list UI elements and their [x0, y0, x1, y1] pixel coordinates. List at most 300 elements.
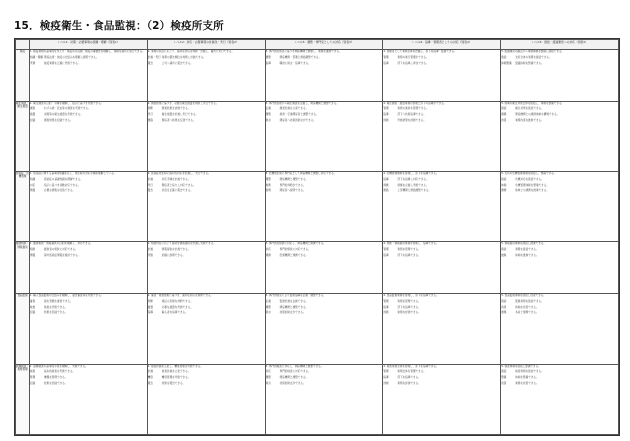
competency-table — [15, 39, 619, 435]
item-label: 調整 — [265, 177, 271, 181]
item-text: 危機管理体制を整備できる。 — [515, 183, 549, 187]
table-cell — [383, 50, 501, 102]
column-header: レベル5：統括・組織運営への対応（別表5） — [501, 40, 619, 50]
item-text: 監視計画を企画できる。 — [279, 299, 309, 303]
item-label: 計画 — [147, 248, 153, 252]
cell-heading: 5. 支所の危機管理体制を統括し、整備できる。 — [501, 172, 557, 176]
item-label: 管理 — [383, 370, 389, 374]
cell-item — [501, 113, 618, 116]
item-label: 整備 — [501, 376, 507, 380]
cell-item — [501, 107, 618, 110]
item-text: 調査計画を立案できる。 — [279, 107, 309, 111]
cell-item — [266, 300, 383, 303]
cell-item — [501, 382, 618, 385]
item-label: 実行 — [147, 113, 153, 117]
item-label: 企画 — [265, 107, 271, 111]
cell-item — [30, 119, 147, 122]
cell-heading: 5. 検査体制を統括し整備できる。 — [501, 364, 541, 368]
cell-item — [501, 189, 618, 192]
item-label: 記録 — [30, 381, 36, 385]
table-cell — [265, 242, 383, 294]
table-cell — [265, 172, 383, 242]
item-text: 監視業務を統括できる。 — [515, 299, 544, 303]
table-cell — [147, 294, 265, 364]
item-label: 指導 — [383, 113, 389, 117]
item-label: 審査 — [30, 299, 36, 303]
cell-item — [30, 178, 147, 181]
item-text: 業務の進捗を管理できる。 — [397, 107, 429, 111]
item-text: 組織体制を整備できる。 — [515, 61, 544, 65]
item-label: 知識・理解 — [30, 55, 43, 59]
item-label: 評価 — [383, 119, 389, 122]
column-header: レベル2：対応・必要事項の計画化・実行（別表2） — [147, 40, 265, 50]
cell-item — [148, 56, 265, 59]
cell-item — [148, 370, 265, 373]
item-text: 専門的検査に対応できる。 — [279, 370, 311, 374]
item-text: 必要な情報を収集できる。 — [44, 189, 76, 193]
item-text: 技術的助言ができる。 — [279, 311, 306, 315]
item-text: 業務を統括できる。 — [515, 248, 539, 252]
cell-item — [148, 254, 265, 257]
item-label: 指揮 — [383, 177, 389, 181]
item-label: 判断 — [265, 183, 271, 187]
cell-heading: 2. 調査結果に基づき、必要な衛生措置を判断し実行できる。 — [147, 101, 219, 105]
header-area-cell — [16, 40, 30, 50]
cell-item — [148, 311, 265, 314]
item-label: 調査 — [30, 107, 36, 111]
cell-item — [266, 178, 383, 181]
cell-heading: 1. 輸入食品監視の仕組みを理解し、届出審査等を実施できる。 — [30, 294, 104, 298]
cell-item — [148, 248, 265, 251]
table-cell — [383, 172, 501, 242]
item-label: 指導 — [383, 61, 389, 65]
item-text: 衛生措置を計画し実行できる。 — [161, 113, 199, 117]
table-header-row — [16, 40, 619, 50]
item-label: 連携 — [265, 254, 271, 258]
cell-item — [383, 113, 500, 116]
cell-item — [148, 189, 265, 192]
cell-item — [501, 306, 618, 309]
item-label: 指導 — [383, 376, 389, 380]
item-text: 業務の優先順位を判断し計画できる。 — [161, 55, 206, 59]
item-label: 推進 — [501, 254, 507, 258]
cell-item — [501, 119, 618, 122]
row-area-label: 試験検査・業務管理 — [16, 364, 30, 434]
cell-item — [501, 56, 618, 59]
cell-item — [383, 178, 500, 181]
cell-item — [30, 300, 147, 303]
item-text: 機器を管理できる。 — [44, 376, 68, 380]
cell-heading: 2. 業務の状況に応じて、適切な対応を判断・計画し、確実に実行できる。 — [147, 50, 235, 53]
cell-item — [501, 300, 618, 303]
table-cell — [265, 50, 383, 102]
item-label: 管理 — [383, 248, 389, 252]
item-text: 指示に基づき初動対応できる。 — [44, 183, 81, 187]
item-label: 指導 — [147, 311, 153, 315]
table-body — [16, 50, 619, 435]
table-cell — [501, 364, 619, 434]
cell-item — [383, 248, 500, 251]
item-text: 部下を指揮し対応できる。 — [397, 177, 429, 181]
item-label: 管理 — [30, 376, 36, 380]
cell-item — [501, 376, 618, 379]
cell-heading: 1. 検疫業務の基本的な考え方・検疫所の役割・検疫の重要性を理解し、業務を適切に遂行できる。 — [30, 50, 145, 53]
cell-item — [383, 184, 500, 187]
cell-item — [266, 311, 383, 314]
cell-heading: 3. 専門的な相談に対応し、関係機関と連携できる。 — [265, 242, 326, 246]
item-text: 関係機関との連携体制を構築できる。 — [515, 113, 560, 117]
cell-item — [383, 62, 500, 65]
item-label: 指導 — [383, 254, 389, 258]
item-label: 報告 — [147, 61, 153, 65]
item-label: 実行 — [147, 183, 153, 187]
table-cell — [383, 242, 501, 294]
cell-item — [266, 56, 383, 59]
cell-item — [30, 56, 147, 59]
item-label: 管理 — [383, 299, 389, 303]
cell-item — [501, 184, 618, 187]
item-label: 対応 — [265, 370, 271, 374]
cell-heading: 3. 専門的見地から衛生調査を企画し、関係機関と調整できる。 — [265, 101, 339, 105]
item-label: 精度 — [147, 376, 153, 380]
item-text: 訓練を企画し実施できる。 — [397, 183, 429, 187]
item-label: 体制整備 — [501, 61, 512, 65]
cell-heading: 4. 相談・情報提供業務を管理し、指導できる。 — [383, 242, 439, 246]
cell-heading: 1. 健康相談・情報提供の目的を理解し、対応できる。 — [30, 242, 93, 246]
row-area-label: 衛生調査・衛生措置 — [16, 101, 30, 171]
item-text: 海外感染症情報を提供できる。 — [44, 254, 81, 258]
table-cell — [383, 294, 501, 364]
cell-heading: 1. 衛生調査の目的・手順を理解し、指示に基づき実施できる。 — [30, 101, 104, 105]
item-text: 状況を正確に報告できる。 — [161, 189, 193, 193]
cell-heading: 1. 試験検査の基本的手技を理解し、実施できる。 — [30, 364, 88, 368]
item-text: 調査結果を記録できる。 — [44, 119, 73, 122]
item-text: 上司へ適切に報告できる。 — [161, 61, 193, 65]
item-label: 計画 — [147, 370, 153, 374]
item-label: 統括 — [501, 107, 507, 111]
item-text: 基本的検査を実施できる。 — [44, 370, 76, 374]
item-text: 技術的助言ができる。 — [279, 381, 306, 385]
item-label: 連携 — [501, 311, 507, 315]
table-cell — [30, 101, 148, 171]
item-text: 部下へ技術指導できる。 — [397, 113, 426, 117]
item-text: 検疫業務を正確に実施できる。 — [44, 61, 81, 65]
column-header: レベル1：初期・必要事項の認識・理解（別表1） — [30, 40, 148, 50]
item-label: 管理 — [383, 107, 389, 111]
item-text: 関係者へ説明できる。 — [279, 189, 306, 193]
table-cell — [147, 364, 265, 434]
cell-item — [30, 382, 147, 385]
item-label: 実施 — [147, 254, 153, 258]
item-text: 衛生対策を統括できる。 — [515, 107, 544, 111]
competency-table-frame — [14, 38, 620, 436]
item-text: 輸入者を指導できる。 — [161, 311, 188, 315]
item-text: 上部機関と連絡調整できる。 — [397, 189, 432, 193]
cell-heading: 2. 相談内容に応じて適切な情報提供を計画し実施できる。 — [147, 242, 216, 246]
item-text: 対応手順を計画できる。 — [161, 177, 191, 181]
item-text: 渡航者の相談に対応できる。 — [44, 248, 78, 252]
item-label: 措置 — [147, 305, 153, 309]
cell-heading: 2. 感染症発生時に適切な対応を計画し、実行できる。 — [147, 172, 211, 176]
cell-heading: 4. 食品監視業務を管理し、部下を指導できる。 — [383, 294, 439, 298]
item-text: 業務を管理できる。 — [397, 299, 421, 303]
item-label: 統括 — [501, 370, 507, 374]
item-text: 感染症の基礎知識を理解できる。 — [44, 177, 83, 181]
cell-heading: 3. 専門的検査に対応し、関係機関と調整できる。 — [265, 364, 324, 368]
item-label: 助言 — [265, 119, 271, 122]
cell-heading: 2. 検査計画を立案し、精度管理を実施できる。 — [147, 364, 203, 368]
item-label: 検査 — [30, 305, 36, 309]
cell-item — [30, 62, 147, 65]
item-label: 助言 — [265, 381, 271, 385]
item-label: 調整 — [265, 55, 271, 59]
cell-item — [383, 300, 500, 303]
cell-item — [383, 189, 500, 192]
item-text: 検査を実施できる。 — [44, 305, 68, 309]
table-cell — [30, 242, 148, 294]
item-text: 業務を評価できる。 — [397, 381, 421, 385]
cell-item — [30, 376, 147, 379]
item-text: 業務を管理できる。 — [397, 248, 421, 252]
cell-item — [266, 254, 383, 257]
item-label: 実務 — [30, 61, 36, 65]
cell-item — [383, 370, 500, 373]
table-cell — [501, 242, 619, 294]
table-cell — [265, 364, 383, 434]
cell-item — [30, 189, 147, 192]
item-label: 連携 — [501, 113, 507, 117]
item-text: 関係機関と調整できる。 — [279, 177, 309, 181]
page-title: 15．検疫衛生・食品監視：（2）検疫所支所 — [14, 20, 224, 32]
cell-item — [148, 178, 265, 181]
item-text: 精度管理を実施できる。 — [161, 376, 191, 380]
item-text: 情報提供を計画できる。 — [161, 248, 191, 252]
cell-item — [266, 306, 383, 309]
item-text: 職員に助言・指導できる。 — [279, 61, 311, 65]
item-label: 調整 — [265, 305, 271, 309]
item-text: 実施結果を評価できる。 — [397, 119, 426, 122]
item-text: 体制を推進できる。 — [515, 254, 539, 258]
item-text: 関係法規・検疫の仕組みを理解し説明できる。 — [44, 55, 99, 59]
item-text: 本省と連携できる。 — [515, 311, 539, 315]
item-text: 体制を改善できる。 — [515, 305, 539, 309]
item-label: 判断 — [147, 107, 153, 111]
item-text: 結果を報告できる。 — [161, 381, 186, 385]
item-label: 情報 — [30, 189, 36, 193]
cell-item — [383, 254, 500, 257]
item-label: 調整 — [265, 113, 271, 117]
item-label: 連携 — [501, 189, 507, 193]
item-text: 専門的判断ができる。 — [279, 183, 306, 187]
cell-item — [501, 370, 618, 373]
cell-heading: 3. 危機発生時に専門家として関係機関と調整し対応できる。 — [265, 172, 337, 176]
item-label: 知識 — [30, 177, 36, 181]
item-label: 情報 — [30, 254, 36, 258]
table-cell — [30, 172, 148, 242]
table-cell — [147, 50, 265, 102]
table-row — [16, 101, 619, 171]
item-text: 地域との連携を推進できる。 — [515, 189, 549, 193]
cell-item — [266, 62, 383, 65]
item-text: 業務改善を推進できる。 — [515, 119, 544, 122]
cell-item — [383, 382, 500, 385]
item-label: 助言 — [265, 311, 271, 315]
cell-heading: 4. 衛生調査・措置業務の管理と部下の指導ができる。 — [383, 101, 447, 105]
item-label: 統括 — [501, 55, 507, 59]
item-text: 港湾・空港関係者と調整できる。 — [279, 113, 319, 117]
cell-heading: 4. 管理者として業務全体を把握し、部下を指導・監督できる。 — [383, 50, 457, 53]
cell-item — [30, 107, 147, 110]
cell-item — [266, 382, 383, 385]
cell-heading: 1. 感染症に関する基本的知識を有し、発生時の対応手順を理解している。 — [30, 172, 117, 176]
item-text: 関係者と協力し対応できる。 — [161, 183, 196, 187]
cell-item — [148, 306, 265, 309]
cell-item — [30, 254, 147, 257]
cell-item — [383, 306, 500, 309]
cell-item — [266, 107, 383, 110]
cell-heading: 2. 審査・検査結果に基づき、適切な対応を判断できる。 — [147, 294, 214, 298]
item-text: 結果を記録できる。 — [44, 381, 68, 385]
item-label: 計画 — [147, 177, 153, 181]
item-label: 統括 — [501, 177, 507, 181]
item-label: 訓練 — [383, 183, 389, 187]
item-text: 届出書類を審査できる。 — [44, 299, 73, 303]
column-header: レベル3：調整・専門家としての対応（別表3） — [265, 40, 383, 50]
item-label: 連絡 — [383, 189, 389, 193]
item-label: 管理 — [383, 55, 389, 59]
cell-item — [148, 376, 265, 379]
item-label: 改善 — [501, 119, 507, 122]
item-text: ねずみ族・昆虫等の調査を実施できる。 — [44, 107, 91, 111]
item-text: 業務を改善できる。 — [515, 381, 539, 385]
cell-item — [30, 311, 147, 314]
table-cell — [501, 172, 619, 242]
item-label: 記録 — [30, 119, 36, 122]
cell-heading: 4. 検査業務全体を管理し、部下を指導できる。 — [383, 364, 439, 368]
item-label: 判断 — [147, 299, 153, 303]
cell-item — [501, 62, 618, 65]
item-label: 企画 — [265, 299, 271, 303]
item-label: 記録 — [30, 311, 36, 315]
item-label: 報告 — [147, 381, 153, 385]
item-label: 措置 — [30, 113, 36, 117]
cell-heading: 5. 地域の衛生対策全体を統括し、体制を整備できる。 — [501, 101, 565, 105]
cell-item — [266, 248, 383, 251]
cell-item — [383, 56, 500, 59]
item-label: 評価 — [383, 381, 389, 385]
cell-item — [30, 370, 147, 373]
cell-item — [266, 370, 383, 373]
cell-item — [266, 119, 383, 122]
item-label: 検査 — [30, 370, 36, 374]
item-label: 統括 — [501, 248, 507, 252]
item-text: 関係者へ技術的助言ができる。 — [279, 119, 316, 122]
cell-item — [501, 178, 618, 181]
cell-heading: 5. 組織運営の観点から業務体制を整備し統括できる。 — [501, 50, 565, 53]
item-text: 調査結果を評価できる。 — [161, 107, 191, 111]
cell-item — [30, 248, 147, 251]
item-label: 相談 — [30, 248, 36, 252]
item-text: 部下を指導し育成できる。 — [397, 61, 429, 65]
cell-item — [383, 376, 500, 379]
table-cell — [30, 364, 148, 434]
item-text: 部下を指導できる。 — [397, 254, 421, 258]
item-label: 説明 — [265, 189, 271, 193]
cell-item — [266, 184, 383, 187]
table-cell — [501, 50, 619, 102]
item-label: 報告 — [147, 189, 153, 193]
cell-item — [148, 382, 265, 385]
cell-item — [501, 311, 618, 314]
item-label: 改善 — [501, 305, 507, 309]
cell-item — [383, 119, 500, 122]
cell-item — [148, 119, 265, 122]
item-text: 業務の進行管理ができる。 — [397, 55, 429, 59]
cell-item — [266, 113, 383, 116]
item-text: 医療機関と連携できる。 — [279, 254, 309, 258]
table-cell — [147, 101, 265, 171]
item-label: 対応 — [265, 248, 271, 252]
item-text: 関係機関と調整できる。 — [279, 376, 309, 380]
item-text: 必要な措置を実施できる。 — [161, 305, 193, 309]
table-cell — [501, 101, 619, 171]
item-label: 調整 — [265, 376, 271, 380]
table-row — [16, 364, 619, 434]
cell-item — [30, 184, 147, 187]
item-text: 支所全体の業務を統括できる。 — [515, 55, 552, 59]
row-area-label: 検疫 — [16, 50, 30, 102]
cell-item — [266, 376, 383, 379]
item-label: 評価 — [383, 311, 389, 315]
table-cell — [147, 242, 265, 294]
table-row — [16, 50, 619, 102]
item-text: 関係者へ結果を伝達できる。 — [161, 119, 196, 122]
cell-item — [148, 62, 265, 65]
cell-item — [383, 107, 500, 110]
cell-item — [501, 248, 618, 251]
item-text: 部下を指導できる。 — [397, 305, 421, 309]
item-label: 計画・実行 — [147, 55, 161, 59]
item-text: 業務全体を管理できる。 — [397, 370, 426, 374]
table-cell — [30, 50, 148, 102]
cell-item — [501, 254, 618, 257]
cell-item — [148, 113, 265, 116]
table-cell — [30, 294, 148, 364]
cell-item — [148, 107, 265, 110]
item-text: 検査業務を統括できる。 — [515, 370, 544, 374]
item-label: 指導 — [265, 61, 271, 65]
table-row — [16, 242, 619, 294]
table-row — [16, 172, 619, 242]
item-text: 違反の有無を判断できる。 — [161, 299, 193, 303]
row-area-label: 食品監視 — [16, 294, 30, 364]
table-row — [16, 294, 619, 364]
cell-item — [30, 306, 147, 309]
cell-item — [383, 311, 500, 314]
table-cell — [265, 294, 383, 364]
row-area-label: 健康相談・情報提供 — [16, 242, 30, 294]
item-text: 専門的相談に対応できる。 — [279, 248, 311, 252]
cell-heading: 4. 危機管理体制を管理し、部下を指揮できる。 — [383, 172, 439, 176]
row-area-label: 感染症・危機管理 — [16, 172, 30, 242]
table-cell — [265, 101, 383, 171]
item-label: 体制 — [501, 183, 507, 187]
item-text: 業務を評価できる。 — [397, 311, 421, 315]
item-label: 指導 — [383, 305, 389, 309]
item-text: 関係機関と調整できる。 — [279, 305, 309, 309]
table-cell — [147, 172, 265, 242]
cell-item — [148, 184, 265, 187]
